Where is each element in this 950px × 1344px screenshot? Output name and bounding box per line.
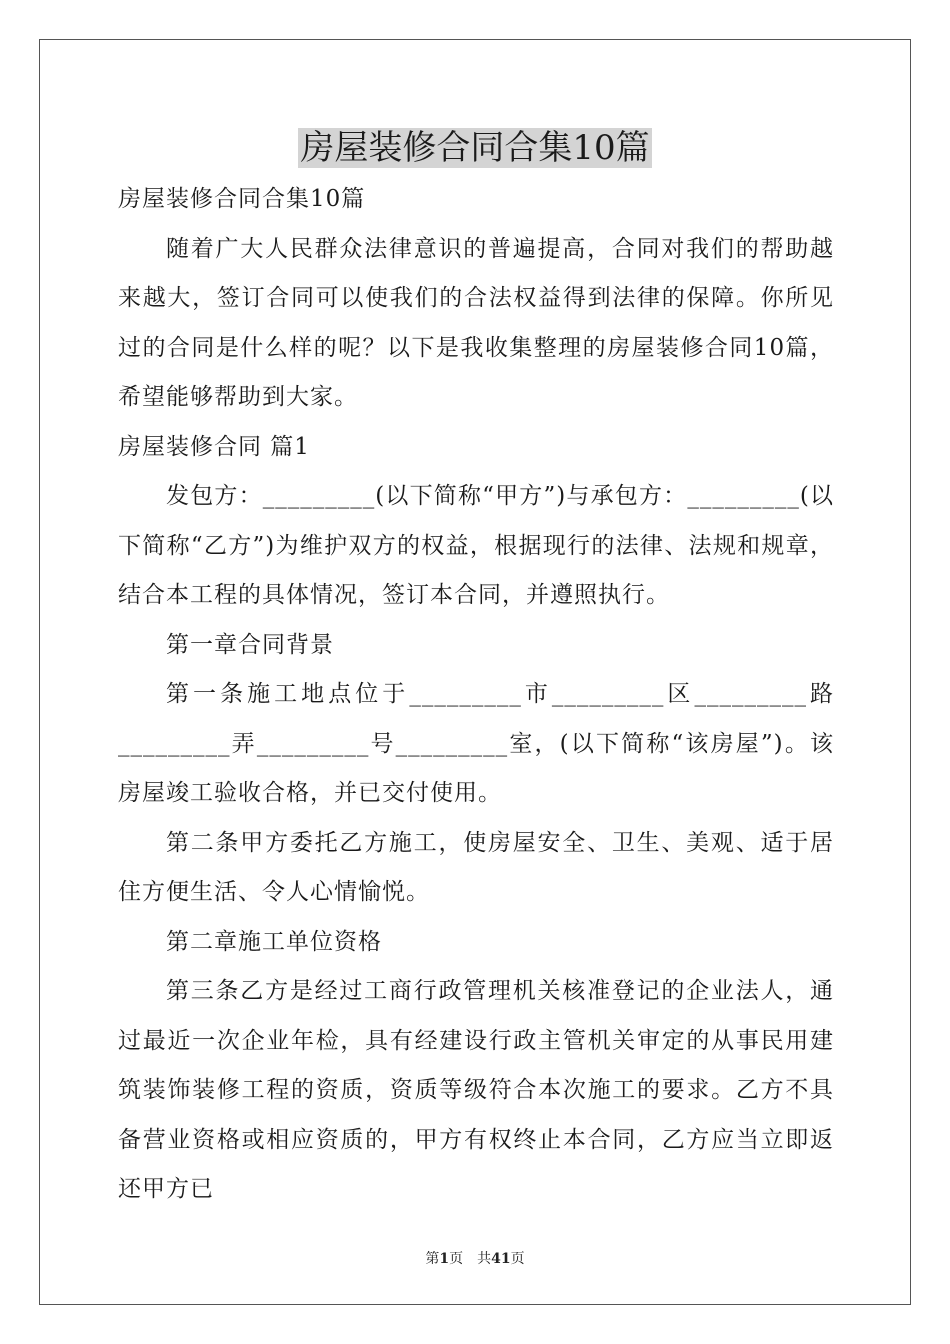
total-label-suffix: 页: [510, 1251, 525, 1267]
page-label-suffix: 页: [449, 1251, 464, 1267]
chapter-heading: 第二章施工单位资格: [166, 928, 382, 955]
paragraph: 随着广大人民群众法律意识的普遍提高，合同对我们的帮助越来越大，签订合同可以使我们的合法权益得到法律的保障。你所见过的合同是什么样的呢？以下是我收集整理的房屋装修合同10篇，希望能够帮助到大家。: [118, 235, 834, 410]
paragraph: 房屋装修合同合集10篇: [118, 186, 366, 212]
total-label-prefix: 共: [477, 1251, 492, 1267]
paragraph: 发包方：_________(以下简称“甲方”)与承包方：_________(以下简称“乙方”)为维护双方的权益，根据现行的法律、法规和规章，结合本工程的具体情况，签订本合同，并遵照执行。: [118, 483, 834, 608]
paragraph: 第一条施工地点位于_________市_________区_________路_________弄_________号_________室，(以下简称“该房屋”)。该房屋竣工验收合格，并已交付使用。: [118, 681, 834, 806]
paragraph: 第三条乙方是经过工商行政管理机关核准登记的企业法人，通过最近一次企业年检，具有经建设行政主管机关审定的从事民用建筑装饰装修工程的资质，资质等级符合本次施工的要求。乙方不具备营业资格或相应资质的，甲方有权终止本合同，乙方应当立即返还甲方已: [118, 978, 834, 1202]
document-body: [118, 175, 834, 1215]
current-page-number: 1: [439, 1251, 450, 1267]
page-footer: [0, 1248, 950, 1268]
chapter-heading: 第一章合同背景: [166, 631, 334, 658]
paragraph: 第二条甲方委托乙方施工，使房屋安全、卫生、美观、适于居住方便生活、令人心情愉悦。: [118, 829, 834, 905]
document-title-text: 房屋装修合同合集10篇: [300, 128, 650, 168]
page-label-prefix: 第: [425, 1251, 440, 1267]
section-heading: 房屋装修合同 篇1: [118, 433, 310, 460]
total-page-count: 41: [491, 1251, 511, 1267]
document-title: [0, 124, 950, 172]
